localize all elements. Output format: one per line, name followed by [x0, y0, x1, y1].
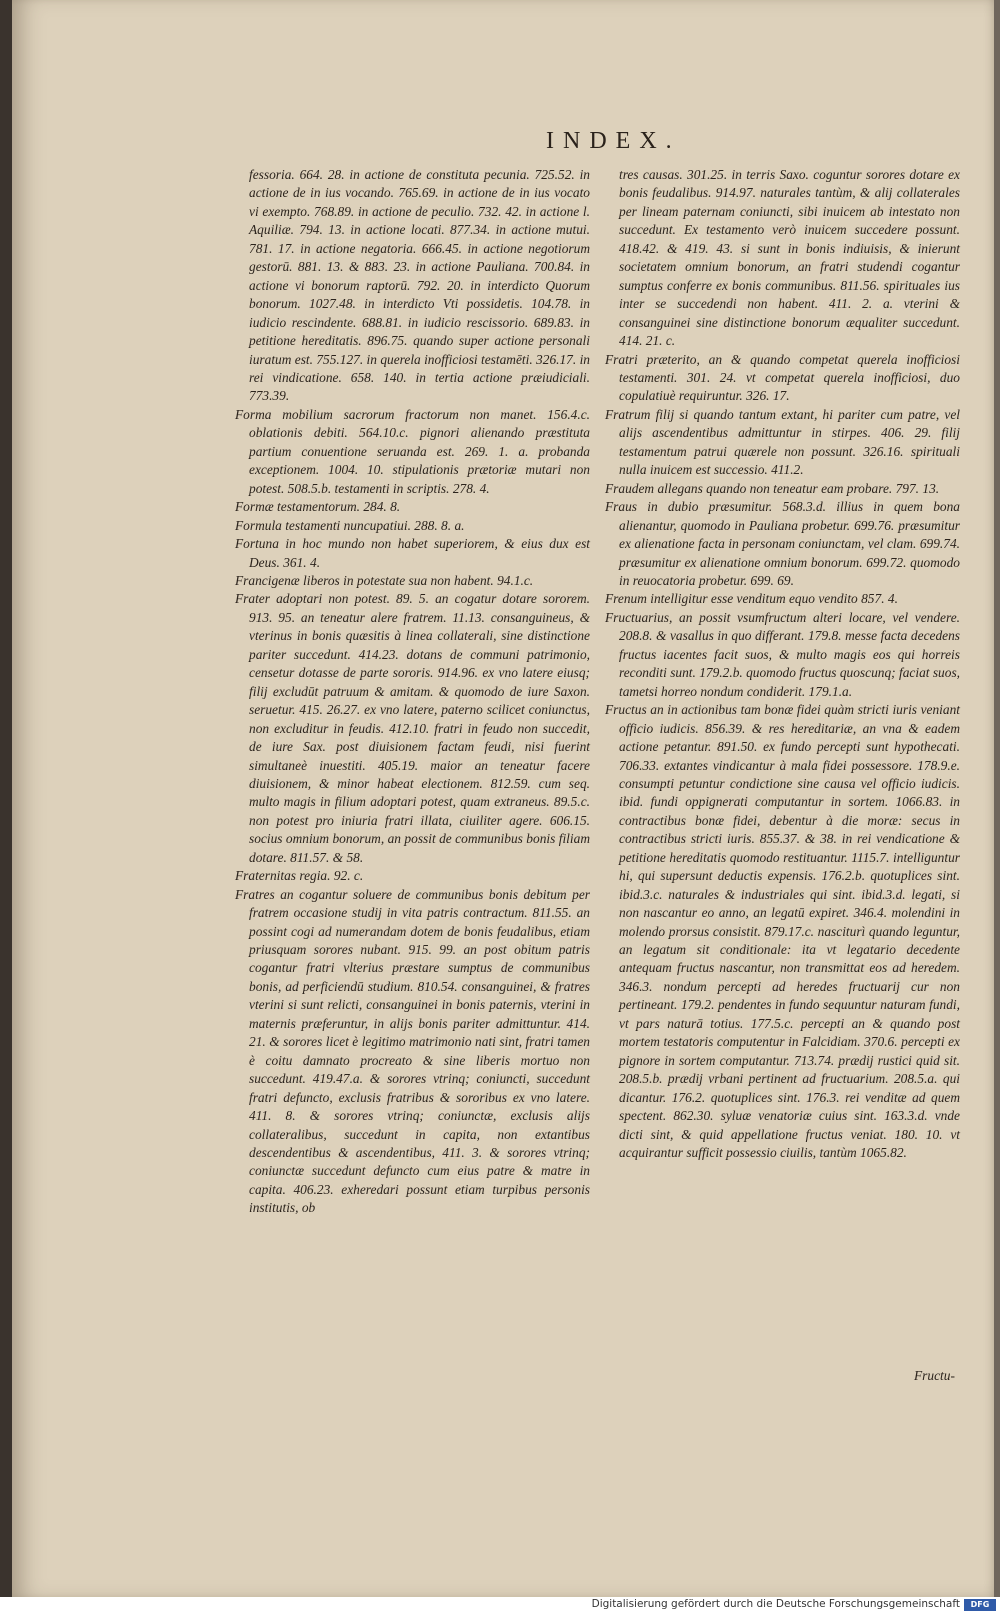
index-entry: Fraus in dubio præsumitur. 568.3.d. illius in quem bona alienantur, quomodo in Pauliana probetur. 699.76. præsumitur ex alienatione facta in personam coniunctam, vel clam. 699.74. præsumitur ex alienatione omnium bonorum. 699.72. quomodo in reuocatoria probetur. 699. 69.	[605, 499, 960, 588]
index-entry: Francigenæ liberos in potestate sua non habent. 94.1.c.	[235, 572, 534, 588]
footer-credit: Digitalisierung gefördert durch die Deutsche Forschungsgemeinschaft	[591, 1598, 960, 1610]
footer-bar	[0, 1597, 1000, 1613]
index-entry: Fratrum filij si quando tantum extant, hi pariter cum patre, vel alijs ascendentibus admittuntur in stirpes. 406. 29. filij testamentum patrui quærele non possunt. 326.16. spirituali nulla inuicem est successio. 411.2.	[605, 406, 960, 478]
index-entry: tres causas. 301.25. in terris Saxo. coguntur sorores dotare ex bonis feudalibus. 914.97. naturales tantùm, & alij collaterales per lineam paternam coniuncti, sibi inuicem ab intestato non succedunt. Ex testamento verò inuicem succedere possunt. 418.42. & 419. 43. si sunt in bonis indiuisis, & inierunt societatem omnium bonorum, an fratri studendi cogantur sumptus conferre ex bonis communibus. 811.56. spirituales ius inter se succedendi non habent. 411. 2. a. vterini & consanguinei sine distinctione bonorum æqualiter succedunt. 414. 21. c.	[619, 167, 960, 349]
index-entry: Fructus an in actionibus tam bonæ fidei quàm stricti iuris veniant officio iudicis. 856.39. & res hereditariæ, an vna & eadem actione petantur. 891.50. ex fundo percepti sunt hypothecati. 706.33. extantes vindicantur à mala fidei possessore. 178.9.e. consumpti petuntur condictione sine causa vel officio iudicis. ibid. fundi oppignerati computantur in sortem. 1066.83. in contractibus bonæ fidei, debentur à die moræ: secus in contractibus stricti iuris. 855.37. & 38. in rei vendicatione & petitione hereditatis quomodo restituantur. 1115.7. intelliguntur hi, qui supersunt deductis expensis. 176.2.b. quotuplices sint. ibid.3.c. naturales & industriales qui sint. ibid.3.d. legati, si non nascantur eo anno, an legatū expiret. 346.4. molendini in molendo prorsus consistit. 879.17.c. nasciturì quando leguntur, an legatum sit conditionale: ita vt legatario decedente antequam fructus nascantur, non transmittat eos ad heredem. 346.3. nondum percepti ad heredes fructuarij cur non pertineant. 179.2. pendentes in fundo sequuntur naturam fundi, vt pars naturā totius. 177.5.c. percepti an & quando post mortem testatoris computentur in Falcidiam. 370.6. percepti ex pignore in sortem computantur. 713.74. prædij rustici quid sit. 208.5.b. prædij vrbani pertinent ad fructuarium. 208.5.a. qui dicantur. 176.2. quotuplices sint. 176.3. rei venditæ ad quem spectent. 862.30. syluæ venatoriæ cuius sint. 163.3.d. vnde dicti sint, & quid appellatione fructus veniat. 180. 10. vt acquirantur sufficit possessio ciuilis, tantùm 1065.82.	[605, 702, 960, 1161]
index-entry: Fratri præterito, an & quando competat querela inofficiosi testamenti. 301. 24. vt competat querela inofficiosi, duo copulatiuè requiruntur. 326. 17.	[605, 351, 960, 404]
index-entry: Frater adoptari non potest. 89. 5. an cogatur dotare sororem. 913. 95. an teneatur alere fratrem. 11.13. consanguineus, & vterinus in bonis quæsitis à linea collaterali, sine distinctione pariter succedunt. 414.23. dotans de communi patrimonio, censetur dotasse de parte sororis. 914.96. ex vno latere eiusq; filij excludūt patruum & amitam. & quomodo de iure Saxon. seruetur. 415. 26.27. ex vno latere, paterno scilicet coniunctus, non excluditur in feudis. 412.10. fratri in feudo non succedit, de iure Sax. post diuisionem factam feudi, nisi fuerint simultaneè inuestiti. 405.19. maior an teneatur facere diuisionem, & minor habeat electionem. 812.59. cum seq. multo magis in filium adoptari potest, quam extraneus. 89.5.c. non potest pro iniuria fratri illata, ciuiliter agere. 606.15. socius omnium bonorum, an possit de communibus bonis filiam dotare. 811.57. & 58.	[235, 591, 590, 865]
index-entry: Fraternitas regia. 92. c.	[235, 868, 364, 884]
index-entry: Frenum intelligitur esse venditum equo vendito 857. 4.	[605, 591, 898, 607]
catchword: Fructu-	[914, 1368, 955, 1383]
index-entry: Formæ testamentorum. 284. 8.	[235, 499, 401, 515]
page-header-title: INDEX.	[546, 128, 681, 154]
left-column	[235, 166, 590, 1218]
book-spine	[0, 0, 12, 1613]
index-entry: fessoria. 664. 28. in actione de constituta pecunia. 725.52. in actione de in ius vocando. 765.69. in actione de in ius vocato vi exempto. 768.89. in actione de peculio. 732. 42. in actione l. Aquiliæ. 794. 13. in actione locati. 877.34. in actione mutui. 781. 17. in actione negatoria. 666.45. in actione negotiorum gestorū. 881. 13. & 883. 23. in actione Pauliana. 700.84. in actione vi bonorum raptorū. 792. 20. in interdicto Quorum bonorum. 1027.48. in interdicto Vti possidetis. 104.78. in iudicio rescindente. 688.81. in iudicio rescissorio. 689.83. in petitione hereditatis. 896.75. quando super actione personali iuratum est. 755.127. in querela inofficiosi testamēti. 326.17. in rei vindicatione. 658. 140. in tertia actione præiudiciali. 773.39.	[249, 167, 590, 404]
index-entry: Fructuarius, an possit vsumfructum alteri locare, vel vendere. 208.8. & vasallus in quo differant. 179.8. messe facta decedens fructus iacentes facit suos, & multo magis eos qui horreis reconditi sunt. 179.2.b. quomodo fructus quoscunq; faciat suos, tametsi horreo nondum condiderit. 179.1.a.	[605, 609, 960, 699]
dfg-logo-icon: DFG	[964, 1599, 996, 1611]
index-entry: Fratres an cogantur soluere de communibus bonis debitum per fratrem occasione studij in vita patris contractum. 811.55. an possint cogi ad numerandam dotem de bonis feudalibus, etiam priusquam sorores nubant. 915. 99. an post obitum patris cogantur fratri vlterius præstare sumptus de communibus bonis, ad perficiendū studium. 810.54. consanguinei, & fratres vterini si sunt relicti, consanguinei in bonis paternis, vterini in maternis præferuntur, in alijs bonis pariter admittuntur. 414. 21. & sorores licet è legitimo matrimonio nati sint, fratri tamen è coitu damnato procreato & sine liberis mortuo non succedunt. 419.47.a. & sorores vtrinq; coniuncti, succedunt fratri defuncto, exclusis fratribus & sororibus ex vno latere. 411. 8. & sorores vtrinq; coniunctæ, exclusis alijs collateralibus, succedunt in capita, non extantibus descendentibus & ascendentibus, 411. 3. & sorores vtrinq; coniunctæ succedunt defuncto cum eius patre & matre in capita. 406.23. exheredari possunt etiam turpibus personis institutis, ob	[235, 886, 590, 1216]
index-entry: Fraudem allegans quando non teneatur eam probare. 797. 13.	[605, 480, 940, 496]
index-entry: Fortuna in hoc mundo non habet superiorem, & eius dux est Deus. 361. 4.	[235, 536, 590, 570]
index-entry: Forma mobilium sacrorum fractorum non manet. 156.4.c. oblationis debiti. 564.10.c. pignori alienando præstituta partium conuentione seruanda est. 269. 1. a. probanda exceptionem. 1004. 10. stipulationis prætoriæ mutari non potest. 508.5.b. testamenti in scriptis. 278. 4.	[235, 406, 590, 496]
index-entry: Formula testamenti nuncupatiui. 288. 8. a.	[235, 517, 465, 533]
right-column	[605, 166, 960, 1162]
